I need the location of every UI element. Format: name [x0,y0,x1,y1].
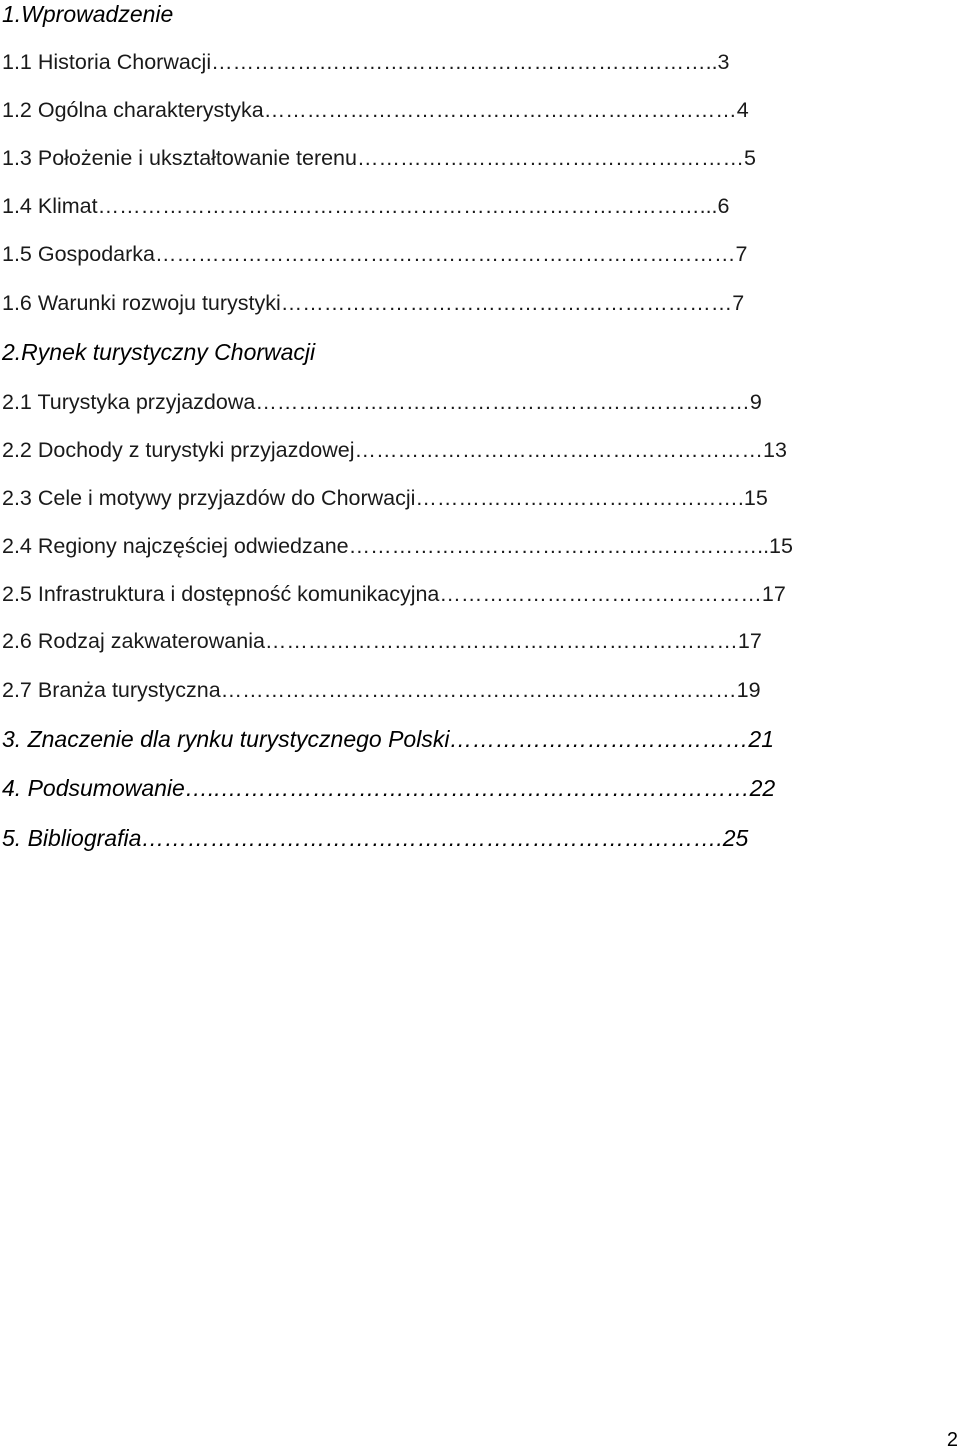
toc-entry-1-1: 1.1 Historia Chorwacji……………………………………………………………..3 [2,50,730,74]
toc-entry-2-7: 2.7 Branża turystyczna………………………………………………………………19 [2,678,761,702]
toc-chapter-3: 3. Znaczenie dla rynku turystycznego Polski…………………………………21 [2,726,775,752]
toc-entry-1-3: 1.3 Położenie i ukształtowanie terenu………………………………………………5 [2,146,756,170]
toc-entry-1-4: 1.4 Klimat…………………………………………………………………………...6 [2,194,730,218]
page-number: 2 [946,1429,958,1451]
toc-chapter-5: 5. Bibliografia………………………………………………………………….25 [2,825,749,851]
toc-entry-2-4: 2.4 Regiony najczęściej odwiedzane…………………………………………………..15 [2,534,793,558]
toc-entry-2-6: 2.6 Rodzaj zakwaterowania…………………………………………………………17 [2,629,762,653]
toc-entry-2-2: 2.2 Dochody z turystyki przyjazdowej…………………………………………………13 [2,438,787,462]
toc-chapter-1: 1.Wprowadzenie [2,1,174,27]
toc-chapter-4: 4. Podsumowanie…..……………………………………………………………22 [2,775,776,801]
toc-entry-2-3: 2.3 Cele i motywy przyjazdów do Chorwacji……………………………………….15 [2,486,768,510]
toc-entry-2-5: 2.5 Infrastruktura i dostępność komunikacyjna………………………………………17 [2,582,786,606]
toc-entry-1-5: 1.5 Gospodarka………………………………………………………………………7 [2,242,748,266]
toc-entry-2-1: 2.1 Turystyka przyjazdowa……………………………………………………………9 [2,390,762,414]
toc-entry-1-6: 1.6 Warunki rozwoju turystyki………………………………………………………7 [2,291,745,315]
toc-chapter-2: 2.Rynek turystyczny Chorwacji [2,339,316,365]
toc-entry-1-2: 1.2 Ogólna charakterystyka…………………………………………………………4 [2,98,749,122]
